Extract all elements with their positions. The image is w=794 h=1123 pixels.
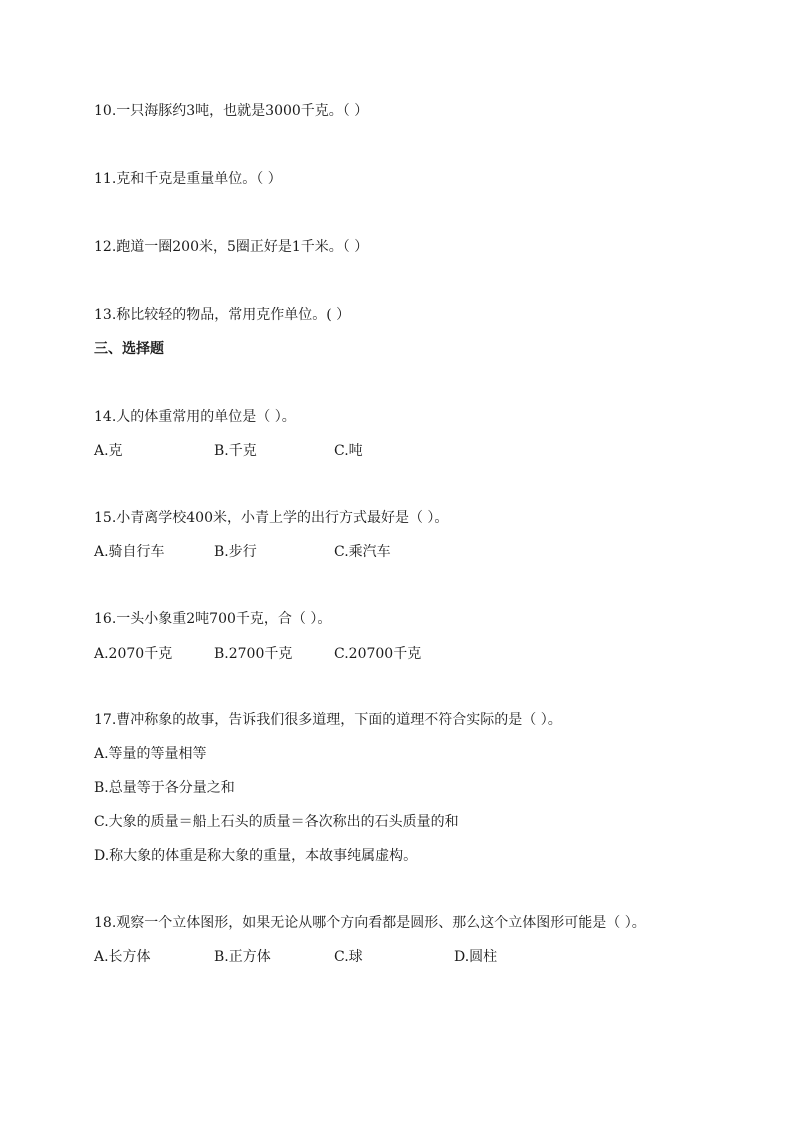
q17-option-b: B.总量等于各分量之和 <box>94 780 235 796</box>
q17-option-d: D.称大象的体重是称大象的重量，本故事纯属虚构。 <box>94 848 418 864</box>
q16-option-b: B.2700千克 <box>214 646 293 662</box>
q14-option-a: A.克 <box>94 443 123 459</box>
q15-options <box>94 543 694 561</box>
q15-option-a: A.骑自行车 <box>94 544 165 560</box>
q18-option-d: D.圆柱 <box>454 949 498 965</box>
q18-option-c: C.球 <box>334 949 363 965</box>
q14-stem: 14.人的体重常用的单位是（ ）。 <box>94 409 296 425</box>
q13: 13.称比较轻的物品，常用克作单位。( ） <box>94 307 351 323</box>
q18-options <box>94 948 694 966</box>
q17-stem: 17.曹冲称象的故事，告诉我们很多道理，下面的道理不符合实际的是（ ）。 <box>94 712 562 728</box>
q12: 12.跑道一圈200米，5圈正好是1千米。（ ） <box>94 239 369 255</box>
q18-option-b: B.正方体 <box>214 949 271 965</box>
section-title: 三、选择题 <box>94 341 164 357</box>
q15-option-c: C.乘汽车 <box>334 544 391 560</box>
q16-options <box>94 645 694 663</box>
q16-option-c: C.20700千克 <box>334 646 422 662</box>
q14-option-c: C.吨 <box>334 443 363 459</box>
q15-option-b: B.步行 <box>214 544 257 560</box>
q18-stem: 18.观察一个立体图形，如果无论从哪个方向看都是圆形、那么这个立体图形可能是（ ）。 <box>94 915 646 931</box>
q14-options <box>94 442 694 460</box>
q16-stem: 16.一头小象重2吨700千克，合（ ）。 <box>94 611 332 627</box>
q10: 10.一只海豚约3吨，也就是3000千克。（ ） <box>94 103 369 119</box>
q16-option-a: A.2070千克 <box>94 646 173 662</box>
q14-option-b: B.千克 <box>214 443 257 459</box>
q17-option-c: C.大象的质量＝船上石头的质量＝各次称出的石头质量的和 <box>94 814 459 830</box>
q11: 11.克和千克是重量单位。（ ） <box>94 171 282 187</box>
q18-option-a: A.长方体 <box>94 949 151 965</box>
q17-option-a: A.等量的等量相等 <box>94 746 207 762</box>
q15-stem: 15.小青离学校400米，小青上学的出行方式最好是（ ）。 <box>94 510 449 526</box>
